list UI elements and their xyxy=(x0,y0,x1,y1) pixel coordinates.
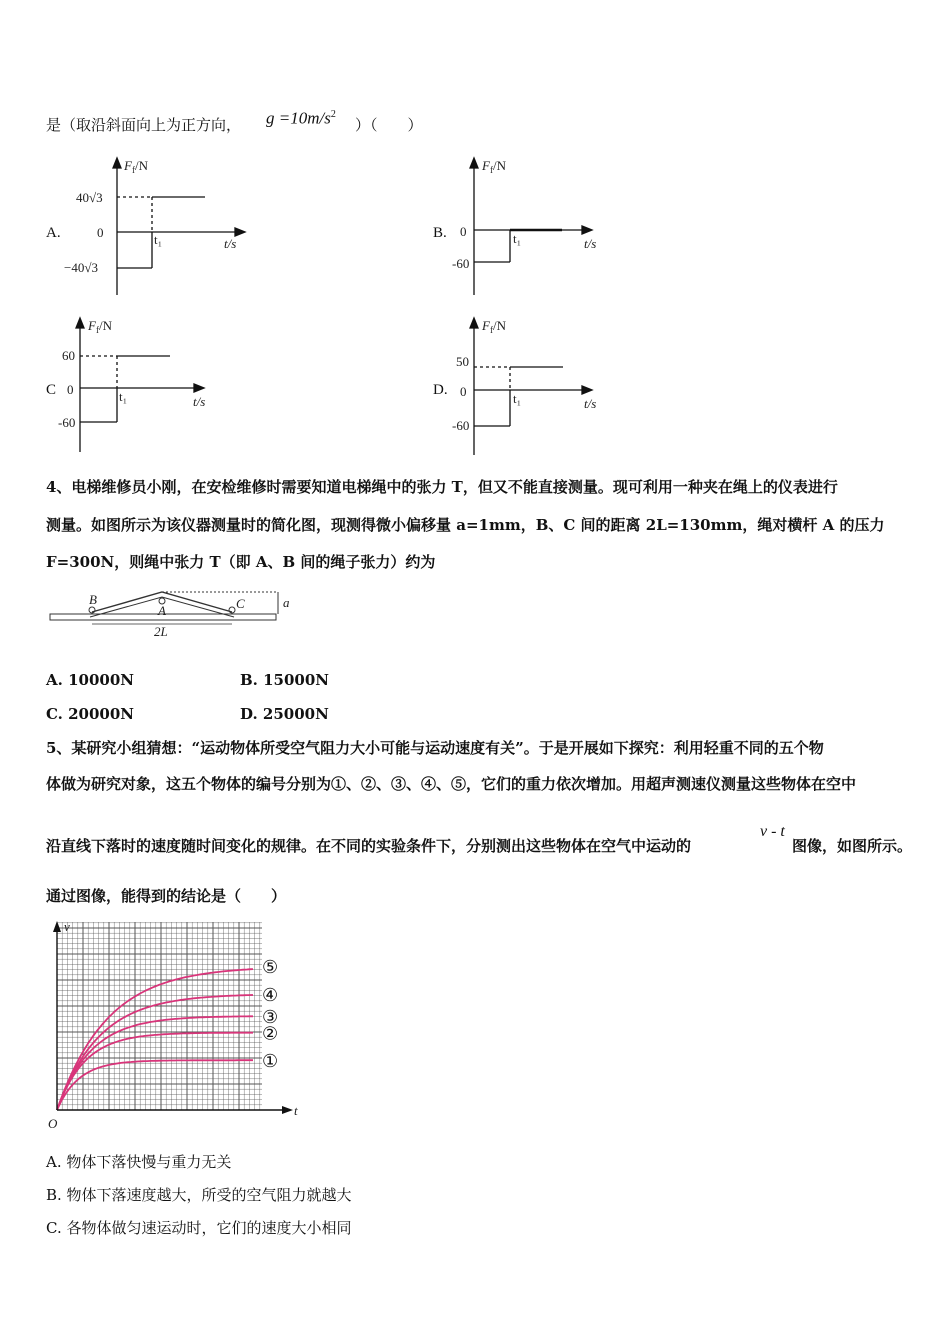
curve-1 xyxy=(57,1060,253,1110)
graph-b-xlabel: t/s xyxy=(584,236,597,251)
graph-a-xlabel: t/s xyxy=(224,236,237,251)
q4-option-b: B. 15000N xyxy=(240,671,330,689)
q4-line3: F=300N，则绳中张力 T（即 A、B 间的绳子张力）约为 xyxy=(46,553,436,571)
graph-a-label: A. xyxy=(46,225,61,241)
curve-label-2: ② xyxy=(262,1023,279,1045)
graph-c-zero: 0 xyxy=(67,382,74,397)
q5-option-b: B. 物体下落速度越大，所受的空气阻力就越大 xyxy=(46,1186,352,1204)
g-exp: 2 xyxy=(330,109,336,120)
q4-option-d: D. 25000N xyxy=(240,705,329,723)
q5-ylabel: v xyxy=(64,919,70,934)
graph-d-xlabel: t/s xyxy=(584,396,597,411)
graph-b-t1: t₁ xyxy=(513,231,522,246)
q4-label-a: A xyxy=(158,603,166,618)
q5-line1: 5、某研究小组猜想：“运动物体所受空气阻力大小可能与运动速度有关”。于是开展如下探究：利用轻重不同的五个物 xyxy=(46,739,824,757)
q4-option-a: A. 10000N xyxy=(46,671,134,689)
graph-d-t1: t₁ xyxy=(513,391,522,406)
curve-label-5: ⑤ xyxy=(262,957,279,979)
graph-a-zero: 0 xyxy=(97,225,104,240)
graph-c-label: C xyxy=(46,382,57,398)
graph-d-label: D. xyxy=(433,382,448,398)
graph-c-ytitle: $F_f/N$ xyxy=(88,318,112,335)
q3-stem-pre: 是（取沿斜面向上为正方向， xyxy=(46,116,242,134)
q4-line2: 测量。如图所示为该仪器测量时的简化图，现测得微小偏移量 a=1mm，B、C 间的距离 2L=130mm，绳对横杆 A 的压力 xyxy=(46,516,885,534)
curve-4 xyxy=(57,995,253,1110)
graph-b-label: B. xyxy=(433,225,447,241)
x-axis-arrow xyxy=(282,1106,293,1114)
q5-xlabel: t xyxy=(294,1103,298,1118)
graph-c-t1: t₁ xyxy=(119,389,128,404)
q5-line4: 通过图像，能得到的结论是（ ） xyxy=(46,887,287,905)
graph-d-bottom: -60 xyxy=(452,418,470,433)
curve-label-3: ③ xyxy=(262,1007,279,1028)
q5-line2: 体做为研究对象，这五个物体的编号分别为①、②、③、④、⑤，它们的重力依次增加。用超声测速仪测量这些物体在空中 xyxy=(46,775,857,793)
graph-c-top: 60 xyxy=(62,348,75,363)
q5-vt: v - t xyxy=(760,823,785,840)
q4-line1: 4、电梯维修员小刚，在安检维修时需要知道电梯绳中的张力 T，但又不能直接测量。现可利用一种夹在绳上的仪表进行 xyxy=(46,478,838,496)
graph-b-bottom: -60 xyxy=(452,256,470,271)
q5-line3-pre: 沿直线下落时的速度随时间变化的规律。在不同的实验条件下，分别测出这些物体在空气中运动的 xyxy=(46,837,692,855)
graph-a-top: 40√3 xyxy=(76,190,103,205)
graph-c-xlabel: t/s xyxy=(193,394,206,409)
q4-label-b: B xyxy=(89,592,97,607)
q3-stem-post: ）（ ） xyxy=(355,116,423,134)
curve-label-4: ④ xyxy=(262,984,279,1006)
q5-origin: O xyxy=(48,1116,58,1131)
graph-a-ytitle: $F_f/N$ xyxy=(124,158,148,175)
q4-option-c: C. 20000N xyxy=(46,705,135,723)
q5-option-c: C. 各物体做匀速运动时，它们的速度大小相同 xyxy=(46,1219,352,1237)
graph-b-zero: 0 xyxy=(460,224,467,239)
curve-2 xyxy=(57,1033,253,1110)
g-value: g =10m/s xyxy=(266,108,331,128)
q4-label-2l: 2L xyxy=(154,624,168,639)
curve-label-1: ① xyxy=(262,1051,279,1073)
graph-d-zero: 0 xyxy=(460,384,467,399)
graph-a-bottom: −40√3 xyxy=(64,260,98,275)
graph-d-top: 50 xyxy=(456,354,469,369)
graph-c-bottom: -60 xyxy=(58,415,76,430)
q5-option-a: A. 物体下落快慢与重力无关 xyxy=(46,1153,232,1171)
q4-label-c: C xyxy=(236,596,245,611)
graph-d-ytitle: $F_f/N$ xyxy=(482,318,506,335)
graph-a-t1: t₁ xyxy=(154,232,163,247)
q4-label-a-offset: a xyxy=(283,595,290,610)
graph-b-ytitle: $F_f/N$ xyxy=(482,158,506,175)
q5-line3-post: 图像，如图所示。 xyxy=(792,837,913,855)
